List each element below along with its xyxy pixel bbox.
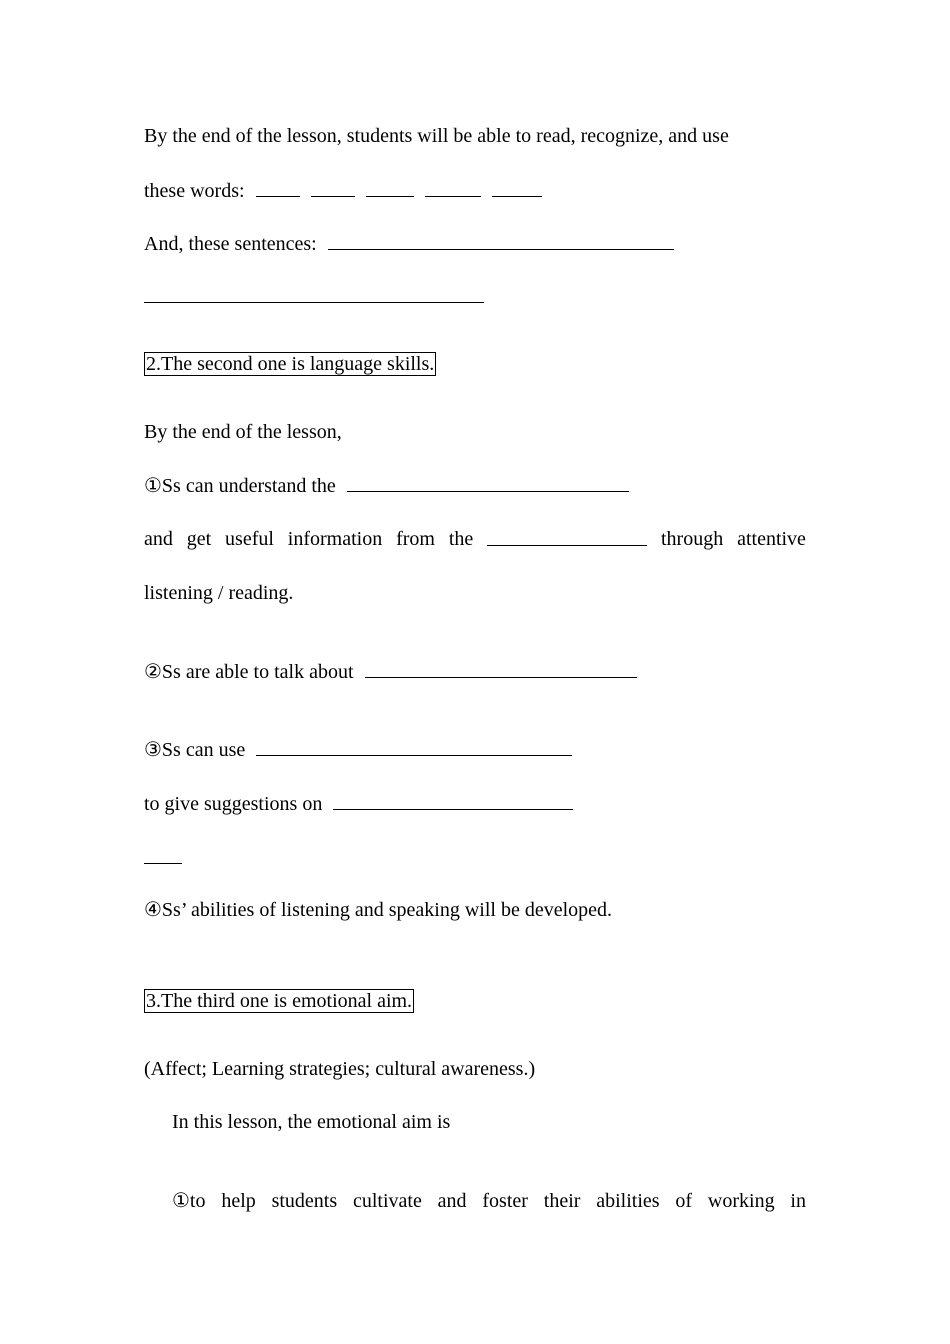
cont-word: get: [186, 528, 212, 550]
section-2-heading-line: [144, 352, 436, 376]
sentence-blank-1[interactable]: [328, 231, 674, 250]
sentence-blank-line: [144, 284, 484, 309]
skill-item-3-continuation-text: to give suggestions on: [144, 793, 323, 815]
emo-word: of: [675, 1190, 693, 1212]
emo-word: students: [271, 1190, 338, 1212]
skill-item-2-blank[interactable]: [365, 659, 637, 678]
skill-item-1-source-blank[interactable]: [487, 527, 647, 546]
sentences-line: [144, 231, 674, 256]
skill-item-3-suggestion-blank[interactable]: [333, 791, 573, 810]
emo-word: abilities: [596, 1190, 660, 1212]
skill-item-3-line: [144, 737, 572, 762]
skill-item-3-continuation-line: [144, 791, 573, 816]
word-blank-3[interactable]: [366, 178, 414, 197]
emo-word: in: [790, 1190, 806, 1212]
emo-word: help: [221, 1190, 256, 1212]
word-blank-4[interactable]: [425, 178, 481, 197]
section-3-intro-text: In this lesson, the emotional aim is: [172, 1111, 451, 1133]
section-3-heading: 3.The third one is emotional aim.: [146, 990, 413, 1012]
word-blank-5[interactable]: [492, 178, 542, 197]
skill-item-3-blank[interactable]: [256, 737, 572, 756]
emo-word: working: [707, 1190, 775, 1212]
skill-item-1-blank[interactable]: [347, 473, 629, 492]
skill-item-3-text: ③Ss can use: [144, 739, 246, 761]
words-label: these words:: [144, 180, 245, 202]
section-3-categories-text: (Affect; Learning strategies; cultural awareness.): [144, 1058, 536, 1080]
cont-word: and: [144, 528, 173, 550]
emo-word: foster: [482, 1190, 528, 1212]
skill-item-1-text: ①Ss can understand the: [144, 475, 336, 497]
objective-intro-text: By the end of the lesson, students will be able to read, recognize, and use: [144, 125, 729, 147]
word-blank-1[interactable]: [256, 178, 300, 197]
emo-word: ①to: [172, 1190, 206, 1212]
words-line: [144, 178, 542, 203]
sentences-label: And, these sentences:: [144, 233, 317, 255]
emotional-item-1-line: [172, 1189, 806, 1213]
section-3-heading-line: [144, 989, 414, 1013]
emo-word: their: [543, 1190, 581, 1212]
sentence-blank-2[interactable]: [144, 284, 484, 303]
emo-word: cultivate: [352, 1190, 422, 1212]
section-2-intro-text: By the end of the lesson,: [144, 421, 342, 443]
short-blank-line: [144, 845, 182, 870]
cont-word: from: [396, 528, 435, 550]
skill-item-2-text: ②Ss are able to talk about: [144, 661, 354, 683]
short-blank[interactable]: [144, 845, 182, 864]
cont-word: the: [448, 528, 474, 550]
section-2-heading: 2.The second one is language skills.: [146, 353, 435, 375]
word-blank-2[interactable]: [311, 178, 355, 197]
cont-word: attentive: [737, 528, 806, 550]
skill-item-4-text: ④Ss’ abilities of listening and speaking will be developed.: [144, 899, 613, 921]
skill-item-1-line: [144, 473, 629, 498]
cont-word: through: [661, 528, 724, 550]
cont-word: useful: [225, 528, 274, 550]
emo-word: and: [437, 1190, 467, 1212]
skill-item-1-end-text: listening / reading.: [144, 582, 294, 604]
skill-item-2-line: [144, 659, 637, 684]
cont-word: information: [287, 528, 383, 550]
skill-item-1-continuation: [144, 527, 806, 551]
